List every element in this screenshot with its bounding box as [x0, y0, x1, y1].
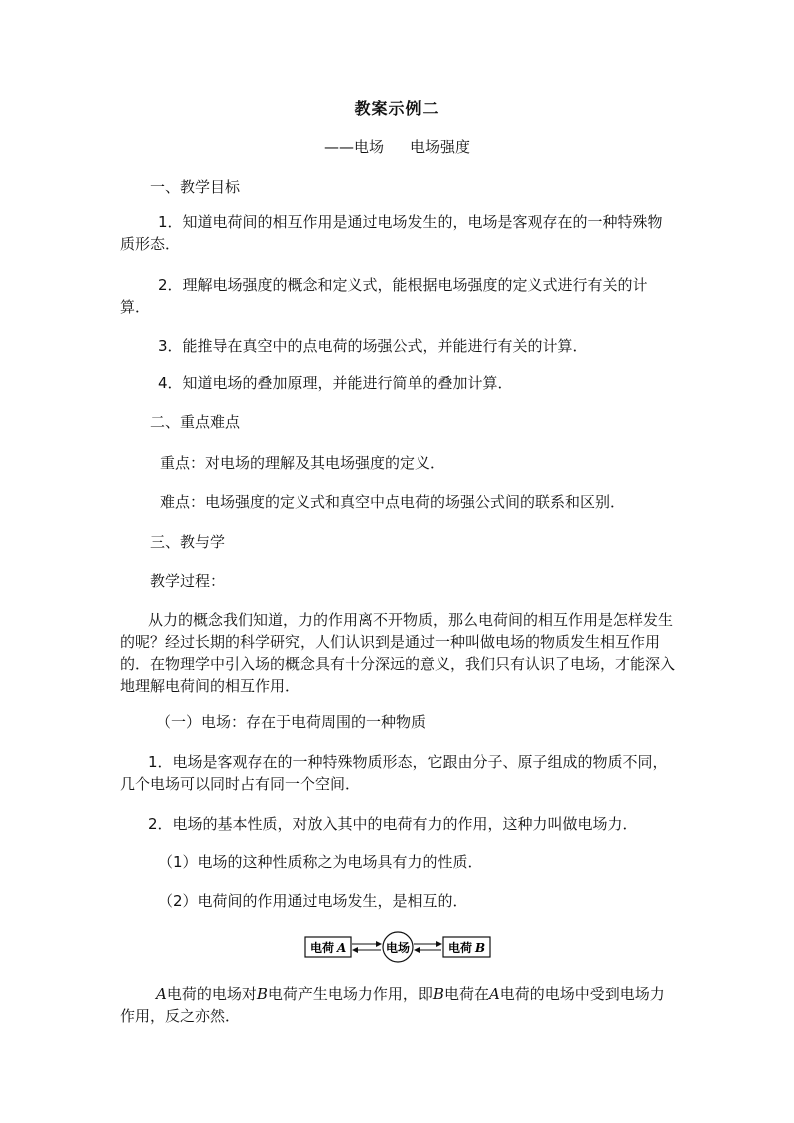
- section-heading-teaching: 三、教与学: [150, 533, 226, 551]
- conclusion-paragraph: [120, 983, 676, 1027]
- goal-item-4: 4．知道电场的叠加原理，并能进行简单的叠加计算．: [158, 374, 513, 392]
- intro-paragraph: 从力的概念我们知道，力的作用离不开物质，那么电荷间的相互作用是怎样发生的呢？经过长期的科学研究，人们认识到是通过一种叫做电场的物质发生相互作用的．在物理学中引入场的概念具有十分深远的意义，我们只有认识了电场，才能深入地理解电荷间的相互作用．: [120, 611, 676, 695]
- difficult-point: 难点：电场强度的定义式和真空中点电荷的场强公式间的联系和区别．: [160, 493, 626, 511]
- goal-item-1: 1．知道电荷间的相互作用是通过电场发生的，电场是客观存在的一种特殊物质形态．: [120, 213, 663, 253]
- charge-b-label: 电荷: [448, 941, 473, 955]
- conclusion-text-4: 电荷的电场中受到电场力作用，反之亦然．: [120, 985, 665, 1025]
- var-b-2: B: [432, 985, 444, 1003]
- point-2-1: （1）电场的这种性质称之为电场具有力的性质．: [158, 853, 483, 871]
- conclusion-text-2: 电荷产生电场力作用，即: [267, 985, 433, 1003]
- goal-item-3: 3．能推导在真空中的点电荷的场强公式，并能进行有关的计算．: [158, 337, 588, 355]
- var-b-1: B: [256, 985, 268, 1003]
- field-label: 电场: [386, 941, 411, 955]
- key-point: 重点：对电场的理解及其电场强度的定义．: [160, 454, 446, 472]
- goal-item-2: 2．理解电场强度的概念和定义式，能根据电场强度的定义式进行有关的计算．: [120, 276, 648, 316]
- section-heading-goals: 一、教学目标: [150, 178, 241, 196]
- point-2-2: （2）电荷间的作用通过电场发生，是相互的．: [158, 892, 468, 910]
- conclusion-text-1: 电荷的电场对: [166, 985, 257, 1003]
- subtitle-left: ——电场: [323, 138, 384, 156]
- charge-b-var: B: [475, 941, 486, 955]
- charge-a-label: 电荷: [310, 941, 335, 955]
- conclusion-text-3: 电荷在: [443, 985, 489, 1003]
- var-a-2: A: [488, 985, 500, 1003]
- var-a-1: A: [156, 985, 167, 1003]
- section-heading-key-points: 二、重点难点: [150, 413, 241, 431]
- charge-field-diagram: [303, 930, 493, 964]
- point-1: 1．电场是客观存在的一种特殊物质形态，它跟由分子、原子组成的物质不同，几个电场可以同时占有同一个空间．: [120, 753, 668, 793]
- charge-a-var: A: [337, 941, 347, 955]
- subtitle-right: 电场强度: [410, 138, 471, 156]
- point-2: 2．电场的基本性质，对放入其中的电荷有力的作用，这种力叫做电场力．: [148, 815, 638, 833]
- page-title: 教案示例二: [354, 99, 440, 118]
- teaching-process-label: 教学过程：: [150, 572, 226, 590]
- subsection-heading-electric-field: （一）电场：存在于电荷周围的一种物质: [156, 713, 427, 731]
- page-subtitle: [0, 136, 794, 157]
